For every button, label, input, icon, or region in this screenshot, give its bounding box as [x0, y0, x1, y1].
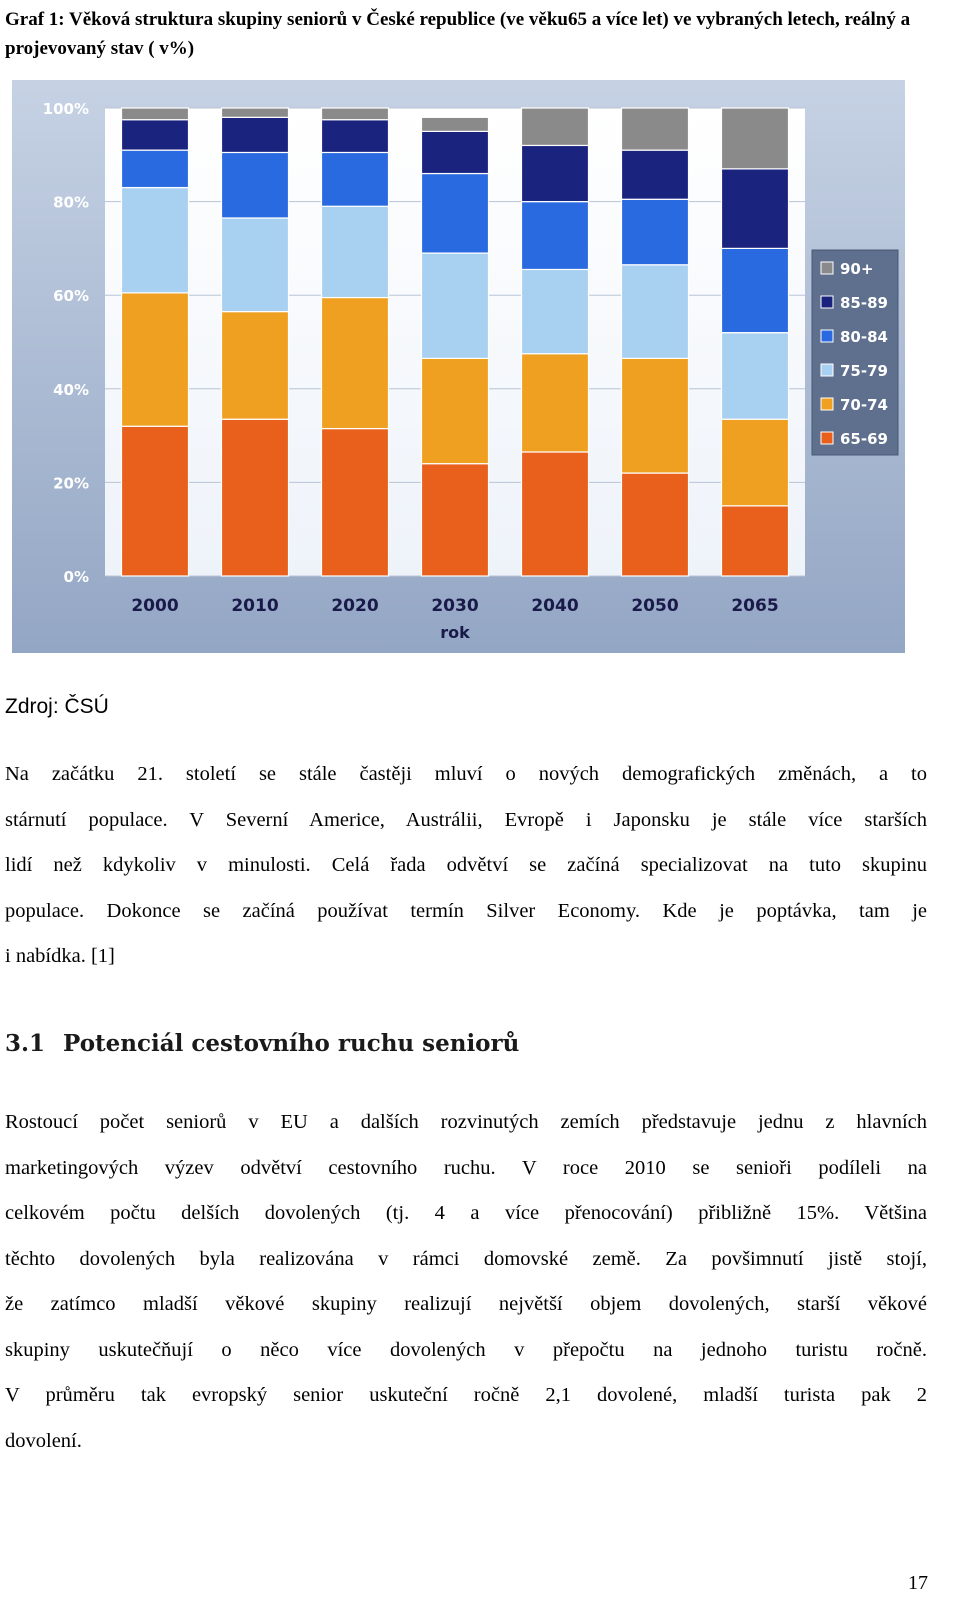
- legend-label: 65-69: [840, 430, 888, 448]
- legend: [812, 250, 898, 455]
- legend-swatch: [821, 398, 833, 410]
- text-line: stárnutí populace. V Severní Americe, Austrálii, Evropě i Japonsku je stále více starších: [5, 808, 927, 831]
- bar-segment-85-89: [622, 150, 689, 199]
- bar-segment-90+: [122, 108, 189, 120]
- x-tick-label: 2065: [731, 596, 779, 616]
- bar-segment-70-74: [522, 354, 589, 452]
- text-line: Na začátku 21. století se stále častěji mluví o nových demografických změnách, a to: [5, 763, 927, 785]
- bar-segment-70-74: [222, 312, 289, 420]
- legend-swatch: [821, 296, 833, 308]
- y-tick-label: 0%: [63, 568, 89, 586]
- x-tick-label: 2050: [631, 596, 679, 616]
- bar-segment-85-89: [322, 120, 389, 153]
- figure-caption: Graf 1: Věková struktura skupiny seniorů v České republice (ve věku65 a více let) ve vybraných letech, reálný a projevovaný stav ( v%): [5, 9, 911, 59]
- bar-segment-65-69: [222, 419, 289, 576]
- bar-segment-70-74: [622, 358, 689, 473]
- bar-segment-90+: [722, 108, 789, 169]
- source-note: Zdroj: ČSÚ: [5, 695, 109, 718]
- bar-segment-85-89: [722, 169, 789, 249]
- bar-segment-85-89: [122, 120, 189, 150]
- bar-segment-65-69: [122, 426, 189, 576]
- paragraph-tourism: [5, 1100, 927, 1464]
- page-number: 17: [908, 1572, 928, 1594]
- bar-segment-70-74: [122, 293, 189, 426]
- x-tick-label: 2020: [331, 596, 379, 616]
- bar-segment-80-84: [622, 199, 689, 265]
- bar-segment-90+: [522, 108, 589, 145]
- bar-segment-75-79: [222, 218, 289, 312]
- text-line: skupiny uskutečňují o něco více dovolených v přepočtu na jednoho turistu ročně.: [5, 1338, 927, 1361]
- bar-segment-75-79: [322, 206, 389, 297]
- bar-segment-75-79: [622, 265, 689, 359]
- text-line: i nabídka. [1]: [5, 945, 115, 967]
- bar-segment-80-84: [522, 202, 589, 270]
- x-tick-label: 2010: [231, 596, 279, 616]
- bar-segment-70-74: [422, 358, 489, 463]
- legend-label: 85-89: [840, 294, 888, 312]
- legend-swatch: [821, 262, 833, 274]
- bar-segment-90+: [622, 108, 689, 150]
- legend-swatch: [821, 330, 833, 342]
- text-line: Rostoucí počet seniorů v EU a dalších rozvinutých zemích představuje jednu z hlavních: [5, 1111, 927, 1133]
- chart-container: [12, 80, 905, 653]
- bar-segment-65-69: [622, 473, 689, 576]
- legend-label: 80-84: [840, 328, 888, 346]
- bar-segment-85-89: [422, 131, 489, 173]
- bar-segment-65-69: [322, 429, 389, 576]
- y-tick-label: 20%: [53, 474, 89, 493]
- bar-segment-70-74: [722, 419, 789, 506]
- text-line: lidí než kdykoliv v minulosti. Celá řada odvětví se začíná specializovat na tuto skupinu: [5, 854, 927, 876]
- bar-segment-80-84: [722, 248, 789, 332]
- legend-frame: [812, 250, 898, 455]
- bar-segment-90+: [322, 108, 389, 120]
- legend-label: 75-79: [840, 362, 888, 380]
- bar-segment-75-79: [422, 253, 489, 358]
- section-heading: [5, 1030, 519, 1057]
- bar-segment-80-84: [422, 174, 489, 254]
- bar-segment-75-79: [722, 333, 789, 420]
- bar-segment-70-74: [322, 298, 389, 429]
- bar-segment-85-89: [522, 145, 589, 201]
- paragraph-intro: [5, 752, 927, 980]
- bar-segment-90+: [222, 108, 289, 117]
- text-line: populace. Dokonce se začíná používat termín Silver Economy. Kde je poptávka, tam je: [5, 899, 927, 922]
- section-number: 3.1: [5, 1030, 46, 1057]
- y-tick-label: 80%: [53, 193, 89, 212]
- x-tick-label: 2030: [431, 596, 479, 616]
- x-tick-label: 2000: [131, 596, 179, 616]
- x-tick-label: 2040: [531, 596, 579, 616]
- bar-segment-75-79: [522, 269, 589, 353]
- legend-label: 70-74: [840, 396, 888, 414]
- bar-segment-90+: [422, 117, 489, 131]
- text-line: že zatímco mladší věkové skupiny realizují největší objem dovolených, starší věkové: [5, 1293, 927, 1315]
- section-title: Potenciál cestovního ruchu seniorů: [63, 1030, 520, 1057]
- legend-swatch: [821, 364, 833, 376]
- stacked-bar-chart: [12, 80, 905, 653]
- bar-segment-65-69: [422, 464, 489, 576]
- x-axis-label: rok: [440, 623, 470, 642]
- y-tick-label: 60%: [53, 287, 89, 306]
- bar-segment-80-84: [122, 150, 189, 187]
- legend-label: 90+: [840, 260, 874, 278]
- text-line: celkovém počtu delších dovolených (tj. 4 a více přenocování) přibližně 15%. Většina: [5, 1202, 927, 1224]
- text-line: dovolení.: [5, 1429, 82, 1452]
- bar-segment-65-69: [722, 506, 789, 576]
- bar-segment-75-79: [122, 188, 189, 293]
- bar-segment-80-84: [222, 152, 289, 218]
- text-line: marketingových výzev odvětví cestovního ruchu. V roce 2010 se senioři podíleli na: [5, 1156, 927, 1179]
- y-tick-label: 40%: [53, 380, 89, 399]
- text-line: těchto dovolených byla realizována v rámci domovské země. Za povšimnutí jistě stojí,: [5, 1247, 927, 1270]
- legend-swatch: [821, 432, 833, 444]
- bar-segment-65-69: [522, 452, 589, 576]
- text-line: V průměru tak evropský senior uskuteční ročně 2,1 dovolené, mladší turista pak 2: [5, 1384, 927, 1406]
- bar-segment-80-84: [322, 152, 389, 206]
- y-tick-label: 100%: [42, 100, 89, 118]
- bar-segment-85-89: [222, 117, 289, 152]
